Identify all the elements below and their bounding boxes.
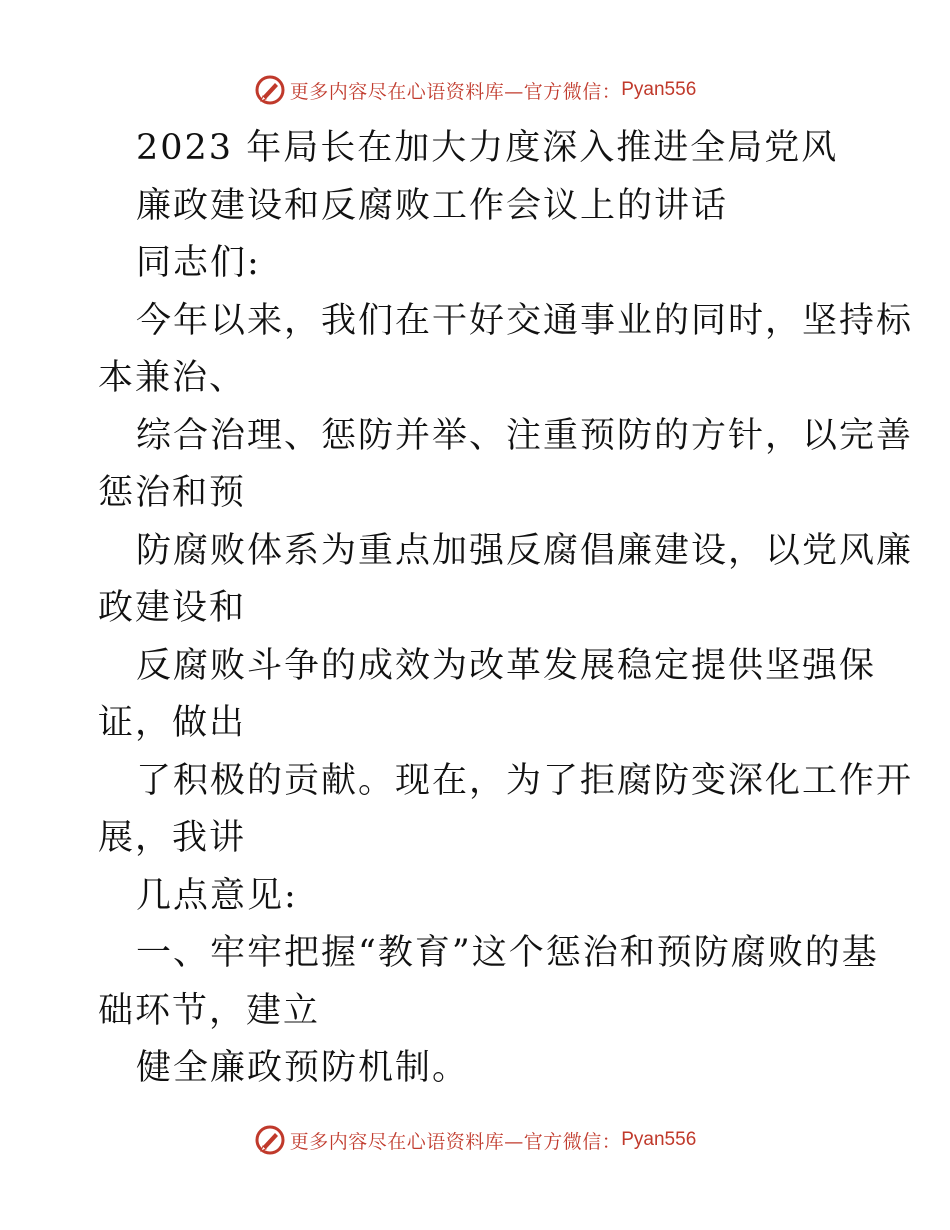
paragraph-line: 今年以来，我们在干好交通事业的同时，坚持标 [136,300,914,341]
banner-account: Pyan556 [621,79,697,100]
paragraph-line: 证，做出 [98,703,247,743]
document-title-line: 2023 年局长在加大力度深入推进全局党风 [136,128,839,168]
paragraph-line: 一、牢牢把握“教育”这个惩治和预防腐败的基 [136,933,879,973]
footer-banner [0,1120,950,1160]
paragraph-line: 了积极的贡献。现在，为了拒腐防变深化工作开 [136,760,914,801]
document-title-line: 廉政建设和反腐败工作会议上的讲话 [136,185,729,226]
banner-account: Pyan556 [621,1129,697,1150]
paragraph-line: 综合治理、惩防并举、注重预防的方针，以完善 [136,415,914,456]
pen-logo-icon [254,1124,286,1156]
banner-site-text: 更多内容尽在心语资料库—官方微信： [289,80,622,103]
paragraph-line: 础环节，建立 [98,990,321,1031]
paragraph-line: 政建设和 [98,588,247,628]
paragraph-line: 几点意见: [136,875,298,916]
paragraph-line: 展，我讲 [98,818,247,858]
header-banner [0,70,950,110]
banner-site-text: 更多内容尽在心语资料库—官方微信： [289,1130,622,1153]
paragraph-line: 惩治和预 [98,473,247,513]
paragraph-line: 防腐败体系为重点加强反腐倡廉建设，以党风廉 [136,530,914,571]
pen-logo-icon [254,74,286,106]
paragraph-line: 反腐败斗争的成效为改革发展稳定提供坚强保 [136,645,877,686]
paragraph-line: 本兼治、 [98,358,247,398]
paragraph-line: 同志们: [136,243,261,283]
document-body [98,120,914,1098]
paragraph-line: 健全廉政预防机制。 [136,1048,470,1088]
